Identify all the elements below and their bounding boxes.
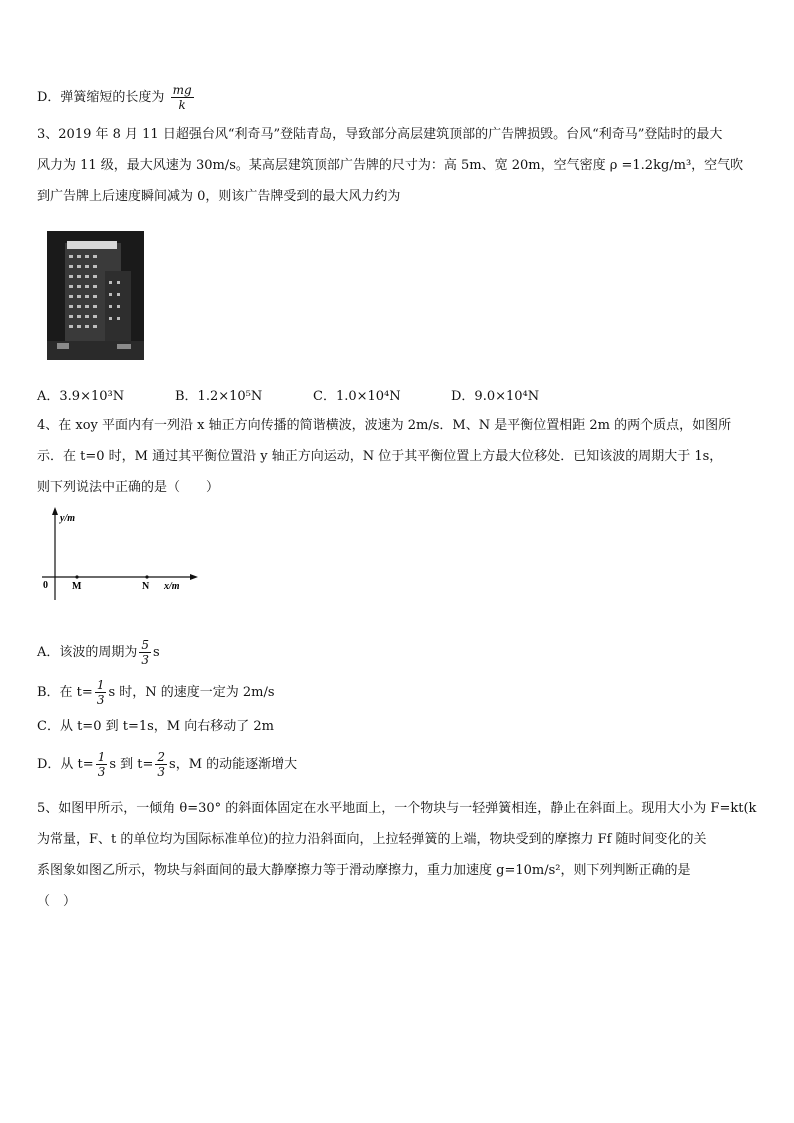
fraction-1-over-3 [95, 678, 107, 707]
fraction-denominator: 3 [97, 765, 106, 779]
q5-line-2: 为常量，F、t 的单位均为国际标准单位)的拉力沿斜面向，上拉轻弹簧的上端，物块受到的摩擦力 Ff 随时间变化的关 [37, 832, 707, 847]
fraction-denominator: 3 [157, 765, 166, 779]
fraction-denominator: 3 [96, 693, 105, 707]
q3-option-b: B．1.2×10⁵N [175, 389, 263, 404]
point-m-marker [75, 575, 78, 578]
fraction-numerator: 2 [157, 750, 166, 764]
q3-line-2: 风力为 11 级，最大风速为 30m/s。某高层建筑顶部广告牌的尺寸为：高 5m、宽 20m，空气密度 ρ =1.2kg/m³，空气吹 [37, 158, 744, 173]
q4-option-b-pre: B．在 t= [37, 685, 93, 700]
q3-line-3: 到广告牌上后速度瞬间减为 0，则该广告牌受到的最大风力约为 [37, 189, 401, 204]
building-billboard-photo [47, 231, 144, 360]
fraction-numerator: 1 [96, 678, 105, 692]
q3-option-a: A．3.9×10³N [37, 389, 125, 404]
fraction-numerator: 5 [141, 638, 150, 652]
origin-label: 0 [43, 580, 48, 591]
fraction-denominator: 3 [141, 653, 150, 667]
fraction-mg-over-k [171, 83, 194, 112]
q4-option-d [37, 750, 297, 779]
q4-option-d-mid: s 到 t= [109, 757, 154, 772]
wave-axis-diagram [40, 505, 200, 605]
fraction-numerator: 1 [97, 750, 106, 764]
q4-option-b [37, 678, 275, 707]
q4-line-1: 4、在 xoy 平面内有一列沿 x 轴正方向传播的简谐横波，波速为 2m/s．M、N 是平衡位置相距 2m 的两个质点，如图所 [37, 418, 732, 433]
q4-option-c: C．从 t=0 到 t=1s，M 向右移动了 2m [37, 719, 274, 734]
x-axis-label: x/m [164, 581, 180, 592]
q2-option-d-text: D．弹簧缩短的长度为 [37, 90, 165, 105]
point-m-label: M [72, 581, 82, 592]
y-axis-arrow-icon [52, 507, 58, 515]
q2-option-d [37, 83, 196, 112]
q3-option-c: C．1.0×10⁴N [313, 389, 401, 404]
q5-line-3: 系图象如图乙所示，物块与斜面间的最大静摩擦力等于滑动摩擦力，重力加速度 g=10m/s²，则下列判断正确的是 [37, 863, 691, 878]
fraction-1-over-3 [96, 750, 108, 779]
q4-line-3: 则下列说法中正确的是（ ） [37, 480, 220, 495]
q3-line-1: 3、2019 年 8 月 11 日超强台风“利奇马”登陆青岛，导致部分高层建筑顶部的广告牌损毁。台风“利奇马”登陆时的最大 [37, 127, 723, 142]
q4-option-a-pre: A．该波的周期为 [37, 645, 138, 660]
q5-line-1: 5、如图甲所示，一倾角 θ=30° 的斜面体固定在水平地面上，一个物块与一轻弹簧相连，静止在斜面上。现用大小为 F=kt(k [37, 801, 757, 816]
y-axis-label: y/m [60, 513, 75, 524]
fraction-5-over-3 [139, 638, 151, 667]
q4-option-d-pre: D．从 t= [37, 757, 94, 772]
x-axis-arrow-icon [190, 574, 198, 580]
fraction-denominator: k [178, 98, 186, 112]
point-n-marker [145, 575, 148, 578]
q4-line-2: 示．在 t=0 时，M 通过其平衡位置沿 y 轴正方向运动，N 位于其平衡位置上方最大位移处．已知该波的周期大于 1s， [37, 449, 723, 464]
q4-option-a [37, 638, 160, 667]
q4-option-a-post: s [153, 645, 160, 660]
q4-option-d-post: s，M 的动能逐渐增大 [169, 757, 298, 772]
point-n-label: N [142, 581, 150, 592]
fraction-2-over-3 [155, 750, 167, 779]
q5-line-4: （ ） [37, 894, 77, 909]
q4-option-b-post: s 时，N 的速度一定为 2m/s [108, 685, 275, 700]
fraction-numerator: mg [172, 83, 192, 97]
q3-option-d: D．9.0×10⁴N [451, 389, 540, 404]
